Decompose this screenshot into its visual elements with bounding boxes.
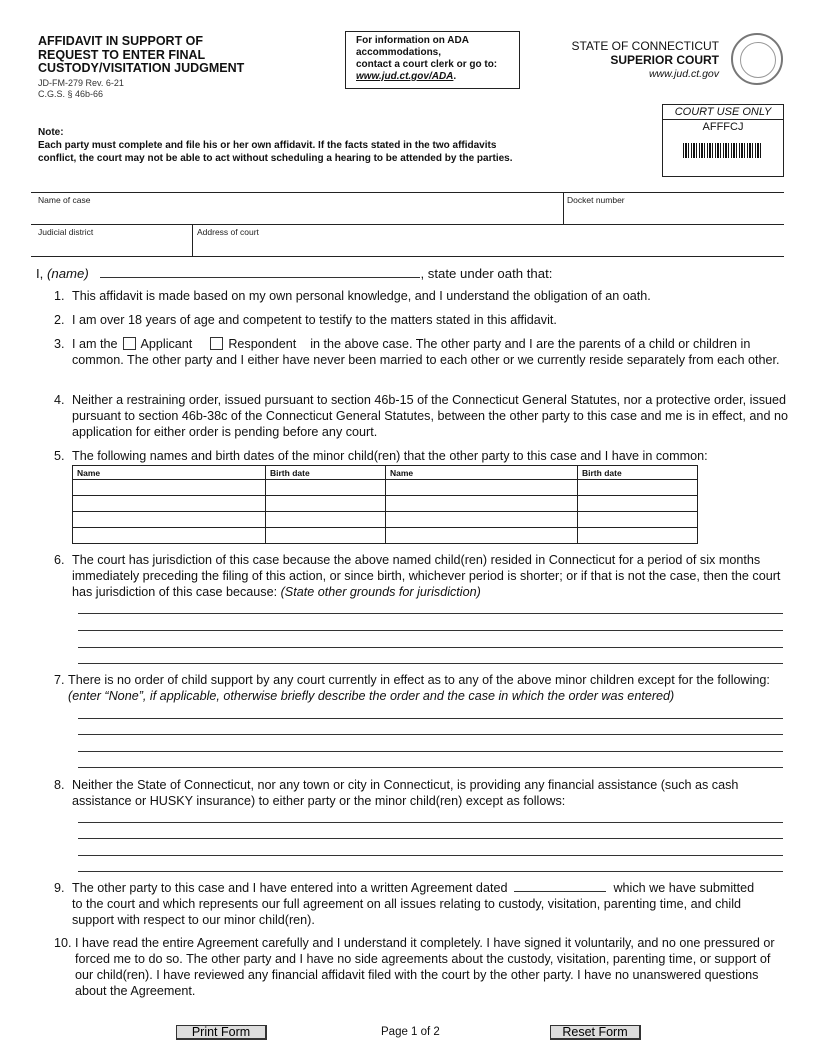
reset-form-button[interactable]: Reset Form (550, 1025, 641, 1040)
item-text: The following names and birth dates of the minor child(ren) that the other party to this case and I have in common: (72, 449, 708, 463)
court-use-only-label: COURT USE ONLY (663, 105, 783, 120)
item-hint: (State other grounds for jurisdiction) (280, 585, 481, 599)
cell-input[interactable] (578, 528, 698, 544)
column-header: Name (73, 466, 266, 480)
jurisdiction-input-line[interactable] (78, 647, 783, 648)
item-text: This affidavit is made based on my own personal knowledge, and I understand the obligation of an oath. (72, 289, 651, 303)
note-text: conflict, the court may not be able to act without scheduling a hearing to be attended by the parties. (38, 153, 513, 164)
form-title (38, 35, 244, 100)
print-form-button[interactable]: Print Form (176, 1025, 267, 1040)
cell-input[interactable] (386, 480, 578, 496)
ada-text: For information on ADA (356, 35, 469, 46)
docket-number-field[interactable]: Docket number (567, 195, 625, 205)
column-header: Birth date (266, 466, 386, 480)
cell-input[interactable] (386, 496, 578, 512)
cell-input[interactable] (578, 496, 698, 512)
assistance-input-line[interactable] (78, 871, 783, 872)
court-code: AFFFCJ (702, 121, 744, 133)
cell-input[interactable] (386, 528, 578, 544)
judicial-seal-icon (731, 33, 783, 85)
item-text: I am over 18 years of age and competent to testify to the matters stated in this affidavit. (72, 313, 557, 327)
child-support-input-line[interactable] (78, 718, 783, 719)
name-input[interactable] (100, 266, 420, 278)
note-text: Each party must complete and file his or her own affidavit. If the facts stated in the two affidavits (38, 140, 497, 151)
item-text: Neither a restraining order, issued pursuant to section 46b-15 of the Connecticut General Statutes, nor a protective order, issued pursuant to section 46b-38c of the Connecticut General Statutes, between the other party to this case and me is in effect, and no application for either order is pending before any court. (72, 393, 788, 439)
note (38, 126, 513, 165)
item-text: I have read the entire Agreement carefully and I understand it completely. I have signed it voluntarily, and no one pressured or forced me to do so. The other party and I have no side agreements about the custody, visitation, parenting time, or support of our child(ren). I have reviewed any financial affidavit filed with the court by the other party. I have no unanswered questions about the Agreement. (75, 936, 775, 998)
respondent-checkbox[interactable] (210, 337, 223, 350)
column-header: Birth date (578, 466, 698, 480)
cell-input[interactable] (266, 512, 386, 528)
applicant-label: Applicant (140, 337, 193, 351)
item-hint: (enter “None”, if applicable, otherwise briefly describe the order and the case in which the order was entered) (68, 689, 675, 703)
court-name: SUPERIOR COURT (610, 53, 719, 67)
item-4: 4. Neither a restraining order, issued pursuant to section 46b-15 of the Connecticut General Statutes, nor a protective order, issued pursuant to section 46b-38c of the Connecticut General Statutes, between the other party to this case and me is in effect, and no application for either order is pending before any court. (54, 393, 788, 439)
item-text: There is no order of child support by any court currently in effect as to any of the above minor children except for the following: (68, 673, 770, 687)
item-8: 8. Neither the State of Connecticut, nor any town or city in Connecticut, is providing any financial assistance (such as cash assistance or HUSKY insurance) to either party or the minor child(ren) except as follows: (54, 777, 754, 809)
cell-input[interactable] (386, 512, 578, 528)
barcode-icon (683, 143, 763, 158)
title-line: AFFIDAVIT IN SUPPORT OF (38, 34, 204, 48)
table-row (73, 528, 698, 544)
cell-input[interactable] (578, 512, 698, 528)
divider (31, 256, 784, 257)
ada-text: contact a court clerk or go to: (356, 59, 498, 70)
item-6: 6. The court has jurisdiction of this case because the above named child(ren) resided in Connecticut for a period of six months immediately preceding the filing of this action, or since birth, whichever period is shorter; or if that is not the case, then the court has jurisdiction of this case because: (State other grounds for jurisdiction) (54, 553, 781, 599)
title-line: REQUEST TO ENTER FINAL (38, 47, 206, 62)
child-support-input-line[interactable] (78, 751, 783, 752)
respondent-label: Respondent (228, 337, 297, 351)
children-table (72, 465, 698, 544)
name-label: (name) (47, 266, 89, 281)
court-use-only-box (662, 104, 784, 177)
divider (192, 224, 193, 256)
assistance-input-line[interactable] (78, 822, 783, 823)
cell-input[interactable] (73, 480, 266, 496)
cell-input[interactable] (73, 496, 266, 512)
ada-info-box (345, 31, 520, 89)
item-1: 1. This affidavit is made based on my own personal knowledge, and I understand the obligation of an oath. (54, 288, 789, 304)
name-of-case-field[interactable]: Name of case (38, 195, 91, 205)
cell-input[interactable] (266, 496, 386, 512)
jurisdiction-input-line[interactable] (78, 663, 783, 664)
cell-input[interactable] (73, 528, 266, 544)
item-2: 2. I am over 18 years of age and competent to testify to the matters stated in this affidavit. (54, 312, 789, 328)
title-line: CUSTODY/VISITATION JUDGMENT (38, 61, 245, 75)
item-10: 10. I have read the entire Agreement carefully and I understand it completely. I have signed it voluntarily, and no one pressured or forced me to do so. The other party and I have no side agreements about the custody, visitation, parenting time, or support of our child(ren). I have reviewed any financial affidavit filed with the court by the other party. I have no unanswered questions about the Agreement. (54, 935, 789, 999)
jurisdiction-input-line[interactable] (78, 630, 783, 631)
item-text: The other party to this case and I have entered into a written Agreement dated (72, 881, 508, 895)
oath-suffix: , state under oath that: (420, 266, 553, 281)
judicial-district-field[interactable]: Judicial district (38, 227, 94, 237)
item-7: 7. There is no order of child support by any court currently in effect as to any of the above minor children except for the following: (enter “None”, if applicable, otherwise briefly describe the order and the case in which the order was entered) (54, 673, 770, 703)
jurisdiction-input-line[interactable] (78, 613, 783, 614)
item-5: 5. The following names and birth dates of the minor child(ren) that the other party to this case and I have in common: (54, 448, 789, 464)
item-text: in the above case. The other party and I are the parents of a child or children in common. The other party and I either have never been married to each other or we currently reside separately from each other. (72, 337, 780, 367)
address-of-court-field[interactable]: Address of court (197, 227, 259, 237)
cell-input[interactable] (578, 480, 698, 496)
ada-period: . (453, 71, 457, 82)
table-row (73, 496, 698, 512)
oath-prefix: I, (36, 266, 47, 281)
table-row (73, 512, 698, 528)
statute: C.G.S. § 46b-66 (38, 88, 104, 99)
ada-text: accommodations, (356, 47, 442, 58)
website: www.jud.ct.gov (648, 68, 719, 80)
item-9: 9. The other party to this case and I have entered into a written Agreement dated which we have submitted to the court and which represents our full agreement on all issues relating to custody, visitation, parenting time, and child support with respect to our minor child(ren). (54, 881, 755, 927)
item-text: which we have submitted to the court and which represents our full agreement on all issues relating to custody, visitation, parenting time, and child support with respect to our minor child(ren). (72, 881, 755, 927)
column-header: Name (386, 466, 578, 480)
child-support-input-line[interactable] (78, 767, 783, 768)
child-support-input-line[interactable] (78, 734, 783, 735)
note-label: Note: (38, 127, 64, 138)
item-text: Neither the State of Connecticut, nor any town or city in Connecticut, is providing any financial assistance (such as cash assistance or HUSKY insurance) to either party or the minor child(ren) except as follows: (72, 778, 739, 808)
item-text: The court has jurisdiction of this case because the above named child(ren) resided in Connecticut for a period of six months immediately preceding the filing of this action, or since birth, whichever period is shorter; or if that is not the case, then the court has jurisdiction of this case because: (72, 553, 781, 599)
assistance-input-line[interactable] (78, 855, 783, 856)
cell-input[interactable] (266, 528, 386, 544)
state-name: STATE OF CONNECTICUT (571, 39, 719, 53)
item-3: 3. I am the Applicant Respondent in the above case. The other party and I are the parents of a child or children in common. The other party and I either have never been married to each other or we currently reside separately from each other. (54, 337, 780, 367)
table-row (73, 480, 698, 496)
oath-line (36, 266, 771, 282)
cell-input[interactable] (73, 512, 266, 528)
applicant-checkbox[interactable] (123, 337, 136, 350)
agreement-date-input[interactable] (514, 880, 606, 892)
item-text: I am the (72, 337, 118, 351)
cell-input[interactable] (266, 480, 386, 496)
page-number: Page 1 of 2 (381, 1026, 440, 1038)
ada-link[interactable]: www.jud.ct.gov/ADA (356, 71, 454, 82)
assistance-input-line[interactable] (78, 838, 783, 839)
form-number: JD-FM-279 Rev. 6-21 (38, 77, 124, 88)
court-header (571, 39, 719, 81)
